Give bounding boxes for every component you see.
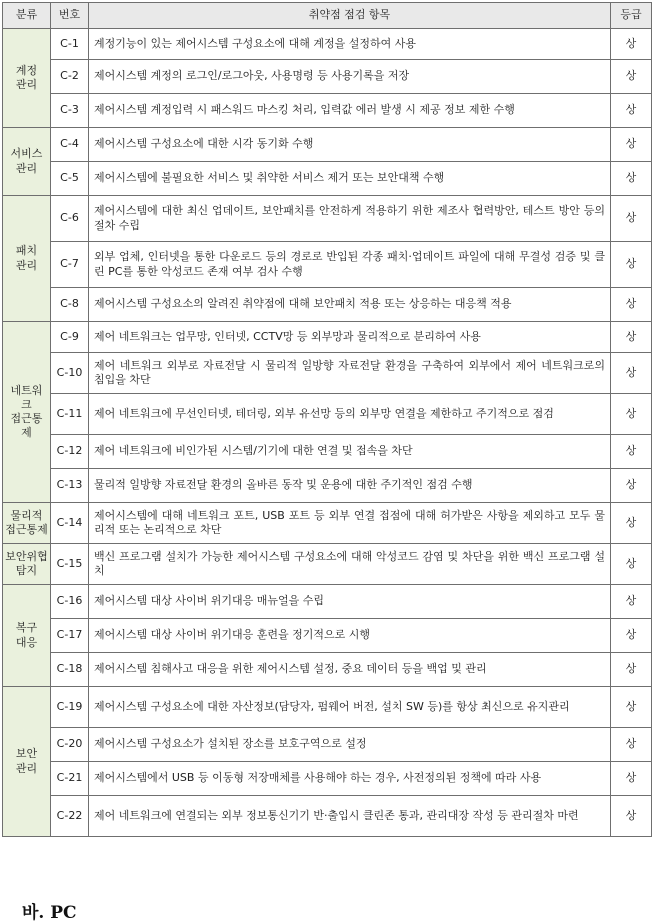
table-row	[3, 762, 652, 796]
grade-cell: 상	[611, 762, 652, 796]
grade-cell: 상	[611, 544, 652, 585]
id-cell: C-1	[51, 29, 89, 60]
category-cell: 물리적 접근통제	[3, 503, 51, 544]
id-cell: C-2	[51, 60, 89, 94]
description-cell: 계정기능이 있는 제어시스템 구성요소에 대해 계정을 설정하여 사용	[89, 29, 611, 60]
table-row	[3, 94, 652, 128]
id-cell: C-20	[51, 728, 89, 762]
id-cell: C-6	[51, 196, 89, 242]
grade-cell: 상	[611, 687, 652, 728]
grade-cell: 상	[611, 469, 652, 503]
vulnerability-check-table	[2, 2, 652, 837]
grade-cell: 상	[611, 29, 652, 60]
description-cell: 제어시스템 침해사고 대응을 위한 제어시스템 설정, 중요 데이터 등을 백업 및 관리	[89, 653, 611, 687]
description-cell: 제어시스템 구성요소의 알려진 취약점에 대해 보안패치 적용 또는 상응하는 대응책 적용	[89, 288, 611, 322]
description-cell: 제어 네트워크에 비인가된 시스템/기기에 대한 연결 및 접속을 차단	[89, 435, 611, 469]
description-cell: 제어시스템에 대해 네트워크 포트, USB 포트 등 외부 연결 접점에 대해 허가받은 사항을 제외하고 모두 물리적 또는 논리적으로 차단	[89, 503, 611, 544]
section-heading-pc: 바. PC	[22, 903, 77, 923]
table-row	[3, 353, 652, 394]
table-row	[3, 60, 652, 94]
header-item: 취약점 점검 항목	[89, 3, 611, 29]
grade-cell: 상	[611, 503, 652, 544]
description-cell: 제어시스템 구성요소에 대한 자산정보(담당자, 펌웨어 버전, 설치 SW 등)를 항상 최신으로 유지관리	[89, 687, 611, 728]
id-cell: C-17	[51, 619, 89, 653]
grade-cell: 상	[611, 196, 652, 242]
table-body	[3, 29, 652, 837]
table-row	[3, 162, 652, 196]
header-category: 분류	[3, 3, 51, 29]
grade-cell: 상	[611, 619, 652, 653]
category-cell: 계정 관리	[3, 29, 51, 128]
grade-cell: 상	[611, 435, 652, 469]
description-cell: 제어시스템 대상 사이버 위기대응 매뉴얼을 수립	[89, 585, 611, 619]
description-cell: 제어시스템에 불필요한 서비스 및 취약한 서비스 제거 또는 보안대책 수행	[89, 162, 611, 196]
table-row	[3, 322, 652, 353]
table-row	[3, 128, 652, 162]
id-cell: C-18	[51, 653, 89, 687]
header-grade: 등급	[611, 3, 652, 29]
table-row	[3, 288, 652, 322]
description-cell: 제어시스템 구성요소에 대한 시각 동기화 수행	[89, 128, 611, 162]
description-cell: 물리적 일방향 자료전달 환경의 올바른 동작 및 운용에 대한 주기적인 점검 수행	[89, 469, 611, 503]
grade-cell: 상	[611, 728, 652, 762]
description-cell: 제어시스템 대상 사이버 위기대응 훈련을 정기적으로 시행	[89, 619, 611, 653]
grade-cell: 상	[611, 653, 652, 687]
id-cell: C-4	[51, 128, 89, 162]
table-row	[3, 619, 652, 653]
grade-cell: 상	[611, 585, 652, 619]
grade-cell: 상	[611, 796, 652, 837]
category-cell: 복구 대응	[3, 585, 51, 687]
grade-cell: 상	[611, 94, 652, 128]
table-row	[3, 435, 652, 469]
grade-cell: 상	[611, 322, 652, 353]
id-cell: C-22	[51, 796, 89, 837]
id-cell: C-15	[51, 544, 89, 585]
description-cell: 제어 네트워크에 연결되는 외부 정보통신기기 반·출입시 클린존 통과, 관리대장 작성 등 관리절차 마련	[89, 796, 611, 837]
table-row	[3, 394, 652, 435]
id-cell: C-21	[51, 762, 89, 796]
table-row	[3, 242, 652, 288]
description-cell: 제어시스템에서 USB 등 이동형 저장매체를 사용해야 하는 경우, 사전정의된 정책에 따라 사용	[89, 762, 611, 796]
table-row	[3, 796, 652, 837]
grade-cell: 상	[611, 288, 652, 322]
description-cell: 제어 네트워크 외부로 자료전달 시 물리적 일방향 자료전달 환경을 구축하여 외부에서 제어 네트워크로의 침입을 차단	[89, 353, 611, 394]
id-cell: C-3	[51, 94, 89, 128]
description-cell: 제어시스템 계정입력 시 패스워드 마스킹 처리, 입력값 에러 발생 시 제공 정보 제한 수행	[89, 94, 611, 128]
id-cell: C-7	[51, 242, 89, 288]
description-cell: 제어 네트워크는 업무망, 인터넷, CCTV망 등 외부망과 물리적으로 분리하여 사용	[89, 322, 611, 353]
id-cell: C-8	[51, 288, 89, 322]
id-cell: C-9	[51, 322, 89, 353]
grade-cell: 상	[611, 353, 652, 394]
id-cell: C-10	[51, 353, 89, 394]
table-header-row	[3, 3, 652, 29]
table-row	[3, 469, 652, 503]
category-cell: 보안위협 탐지	[3, 544, 51, 585]
grade-cell: 상	[611, 60, 652, 94]
id-cell: C-14	[51, 503, 89, 544]
grade-cell: 상	[611, 128, 652, 162]
description-cell: 제어시스템에 대한 최신 업데이트, 보안패치를 안전하게 적용하기 위한 제조사 협력방안, 테스트 방안 등의 절차 수립	[89, 196, 611, 242]
table-row	[3, 196, 652, 242]
grade-cell: 상	[611, 394, 652, 435]
table-row	[3, 687, 652, 728]
header-id: 번호	[51, 3, 89, 29]
description-cell: 제어시스템 계정의 로그인/로그아웃, 사용명령 등 사용기록을 저장	[89, 60, 611, 94]
category-cell: 서비스 관리	[3, 128, 51, 196]
category-cell: 패치 관리	[3, 196, 51, 322]
description-cell: 제어 네트워크에 무선인터넷, 테더링, 외부 유선망 등의 외부망 연결을 제한하고 주기적으로 점검	[89, 394, 611, 435]
table-row	[3, 544, 652, 585]
grade-cell: 상	[611, 242, 652, 288]
description-cell: 제어시스템 구성요소가 설치된 장소를 보호구역으로 설정	[89, 728, 611, 762]
description-cell: 외부 업체, 인터넷을 통한 다운로드 등의 경로로 반입된 각종 패치·업데이트 파일에 대해 무결성 검증 및 클린 PC를 통한 악성코드 존재 여부 검사 수행	[89, 242, 611, 288]
id-cell: C-16	[51, 585, 89, 619]
table-row	[3, 585, 652, 619]
id-cell: C-11	[51, 394, 89, 435]
table-row	[3, 503, 652, 544]
table-row	[3, 29, 652, 60]
table-row	[3, 728, 652, 762]
grade-cell: 상	[611, 162, 652, 196]
id-cell: C-12	[51, 435, 89, 469]
description-cell: 백신 프로그램 설치가 가능한 제어시스템 구성요소에 대해 악성코드 감염 및 차단을 위한 백신 프로그램 설치	[89, 544, 611, 585]
id-cell: C-5	[51, 162, 89, 196]
category-cell: 네트워 크 접근통 제	[3, 322, 51, 503]
table-row	[3, 653, 652, 687]
id-cell: C-19	[51, 687, 89, 728]
id-cell: C-13	[51, 469, 89, 503]
category-cell: 보안 관리	[3, 687, 51, 837]
